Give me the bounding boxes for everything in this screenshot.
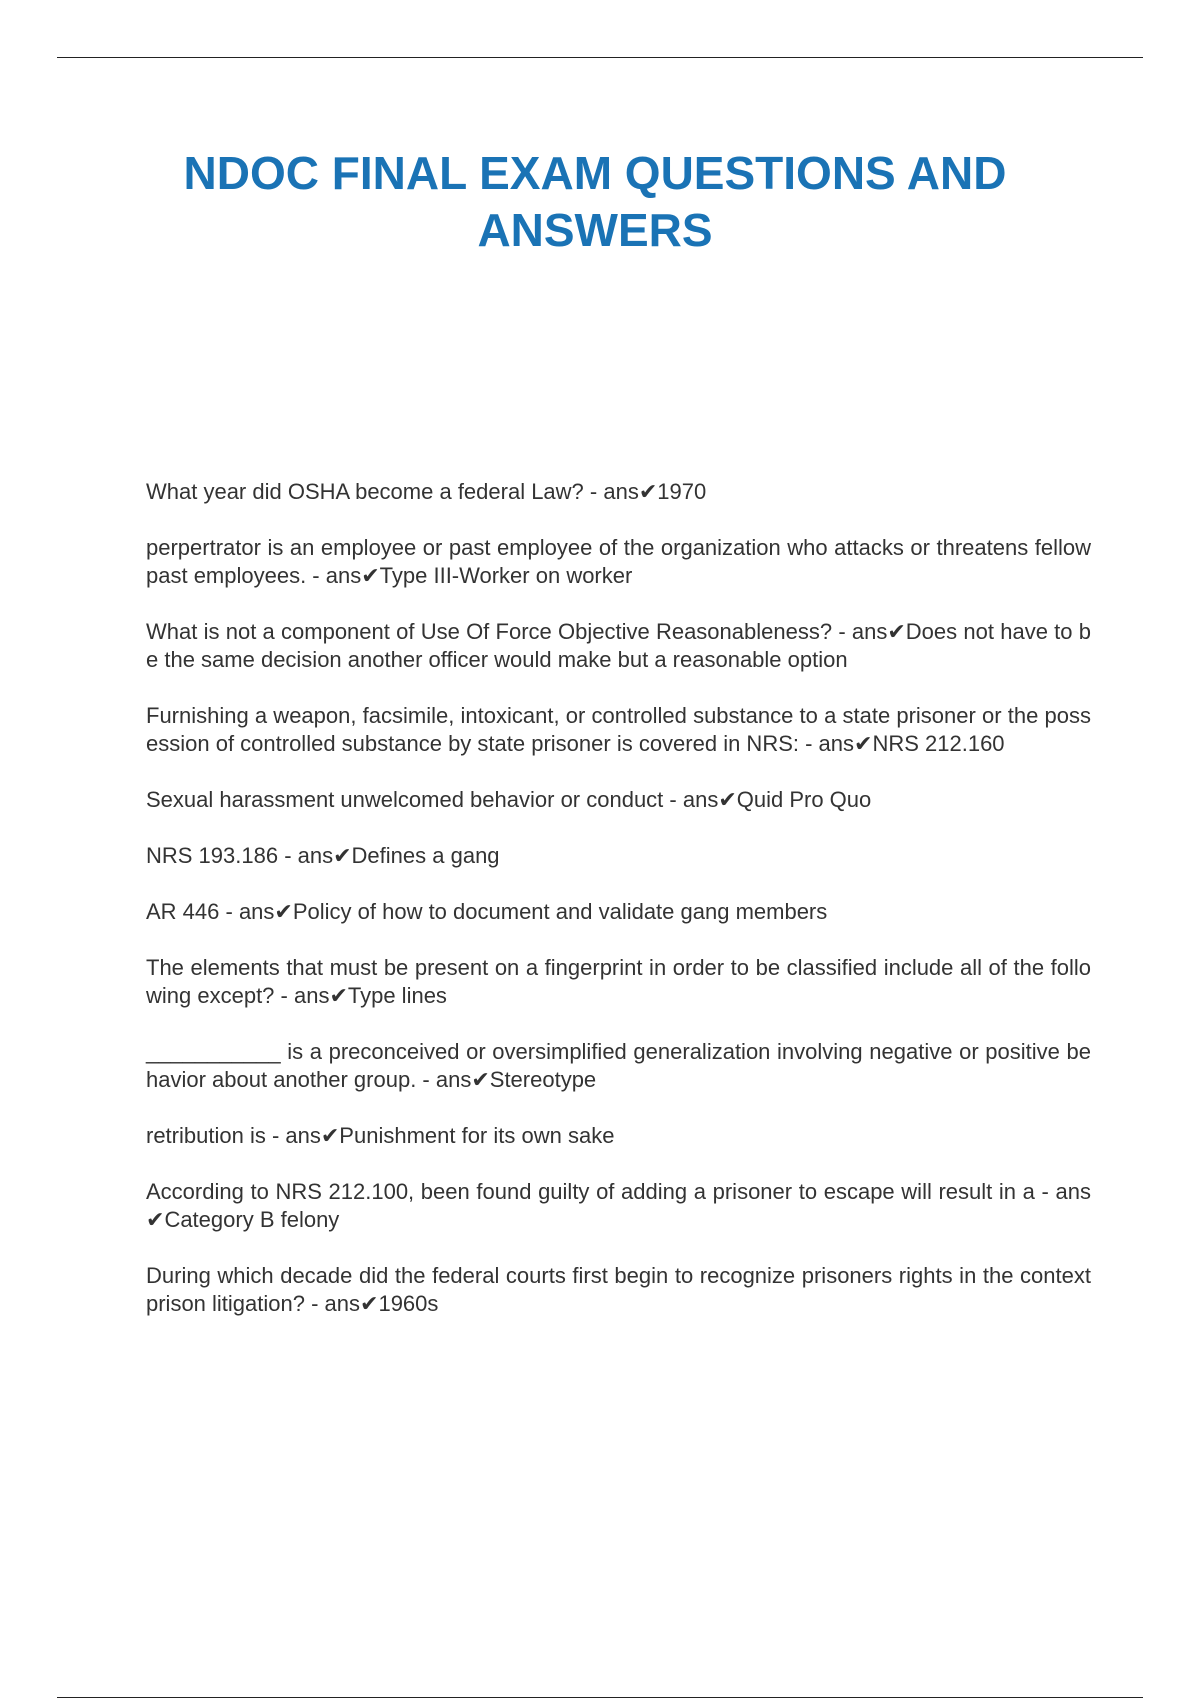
answer-text: Punishment for its own sake — [339, 1123, 615, 1148]
answer-text: Does not have to be the same decision another officer would make but a reasonable option — [146, 619, 1091, 672]
answer-marker: ans✔ — [324, 1291, 379, 1316]
qa-item — [146, 898, 1091, 926]
question-text: ___________ is a preconceived or oversimplified generalization involving negative or positive behavior about another group. - — [146, 1039, 1091, 1092]
question-text: Furnishing a weapon, facsimile, intoxicant, or controlled substance to a state prisoner or the possession of controlled substance by state prisoner is covered in NRS: - — [146, 703, 1091, 756]
question-text: Sexual harassment unwelcomed behavior or conduct - — [146, 787, 683, 812]
qa-item — [146, 842, 1091, 870]
answer-text: Type III-Worker on worker — [379, 563, 633, 588]
qa-item — [146, 786, 1091, 814]
answer-text: Quid Pro Quo — [736, 787, 872, 812]
answer-text: Stereotype — [489, 1067, 597, 1092]
qa-item — [146, 618, 1091, 674]
answer-marker: ans✔ — [293, 983, 348, 1008]
top-divider — [57, 57, 1143, 58]
answer-text: 1970 — [657, 479, 707, 504]
question-text: What is not a component of Use Of Force Objective Reasonableness? - — [146, 619, 852, 644]
question-text: What year did OSHA become a federal Law? - — [146, 479, 604, 504]
question-text: The elements that must be present on a fingerprint in order to be classified include all of the following except? - — [146, 955, 1091, 1008]
qa-list — [146, 478, 1091, 1346]
qa-item — [146, 1122, 1091, 1150]
answer-marker: ans✔ — [325, 563, 380, 588]
answer-marker: ans✔ — [851, 619, 906, 644]
answer-marker: ans✔ — [818, 731, 873, 756]
answer-marker: ans✔ — [603, 479, 658, 504]
qa-item — [146, 478, 1091, 506]
question-text: NRS 193.186 - — [146, 843, 298, 868]
answer-marker: ans✔ — [682, 787, 737, 812]
qa-item — [146, 534, 1091, 590]
qa-item — [146, 1038, 1091, 1094]
answer-text: Defines a gang — [351, 843, 500, 868]
answer-text: Category B felony — [164, 1207, 340, 1232]
answer-text: NRS 212.160 — [872, 731, 1005, 756]
answer-marker: ans✔ — [285, 1123, 340, 1148]
question-text: According to NRS 212.100, been found guilty of adding a prisoner to escape will result in a - — [146, 1179, 1056, 1204]
answer-marker: ans✔ — [146, 1179, 1091, 1232]
answer-text: Policy of how to document and validate gang members — [292, 899, 828, 924]
page-title: NDOC FINAL EXAM QUESTIONS AND ANSWERS — [183, 147, 1007, 256]
qa-item — [146, 954, 1091, 1010]
answer-text: 1960s — [378, 1291, 439, 1316]
qa-item — [146, 702, 1091, 758]
question-text: retribution is - — [146, 1123, 286, 1148]
answer-marker: ans✔ — [238, 899, 293, 924]
qa-item — [146, 1262, 1091, 1318]
question-text: perpertrator is an employee or past employee of the organization who attacks or threatens fellow past employees. - — [146, 535, 1091, 588]
question-text: AR 446 - — [146, 899, 239, 924]
bottom-divider — [57, 1697, 1143, 1698]
answer-marker: ans✔ — [297, 843, 352, 868]
qa-item — [146, 1178, 1091, 1234]
answer-marker: ans✔ — [435, 1067, 490, 1092]
answer-text: Type lines — [347, 983, 447, 1008]
question-text: During which decade did the federal courts first begin to recognize prisoners rights in the context prison litigation? - — [146, 1263, 1091, 1316]
